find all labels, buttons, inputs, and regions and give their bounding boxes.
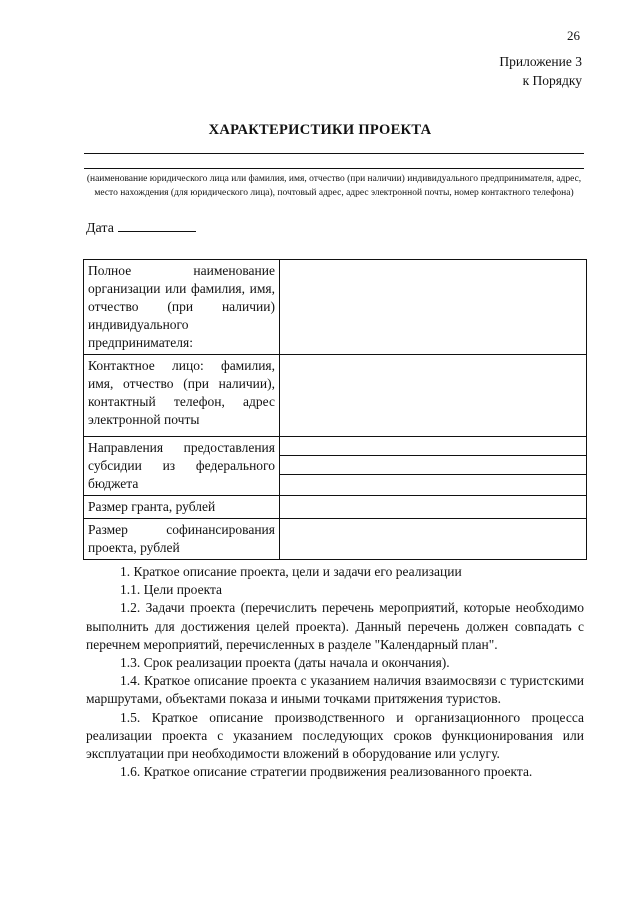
applicant-caption: (наименование юридического лица или фамилия, имя, отчество (при наличии) индивидуального предпринимателя, адрес, место нахождения (для юридического лица), почтовый адрес, адрес электронной почты, номер контактного телефона) [86, 174, 582, 198]
project-description-sections [86, 563, 584, 781]
section-1-5-process: 1.5. Краткое описание производственного и организационного процесса реализации проекта с указанием последующих сроков функционирования или эксплуатации при необходимости вложений в оборудование или услугу. [86, 709, 584, 762]
appendix-line-2: к Порядку [522, 73, 582, 88]
section-1-3-timeline: 1.3. Срок реализации проекта (даты начала и окончания). [120, 655, 450, 671]
project-properties-table [83, 259, 587, 560]
section-1-4-tourism-links: 1.4. Краткое описание проекта с указанием наличия взаимосвязи с туристскими маршрутами, объектами показа и иными точками притяжения туристов. [86, 673, 584, 707]
table-row [84, 260, 587, 355]
applicant-fill-line-1 [84, 153, 584, 154]
page-number: 26 [567, 28, 580, 43]
section-1-6-promotion: 1.6. Краткое описание стратегии продвижения реализованного проекта. [120, 764, 533, 780]
date-label: Дата [86, 221, 114, 236]
applicant-fill-line-2 [84, 168, 584, 169]
row-value-subsidy-directions [280, 437, 587, 496]
appendix-reference [499, 52, 582, 90]
section-1-2-tasks: 1.2. Задачи проекта (перечислить перечень мероприятий, которые необходимо выполнить для достижения целей проекта). Данный перечень должен совпадать с перечнем мероприятий, перечисленных в разделе "Календарный план". [86, 600, 584, 652]
table-row [84, 519, 587, 560]
row-value-applicant-name [280, 260, 587, 355]
section-1-heading: 1. Краткое описание проекта, цели и задачи его реализации [120, 564, 462, 579]
date-field [86, 218, 196, 237]
appendix-line-1: Приложение 3 [499, 54, 582, 69]
table-row [84, 437, 587, 496]
subsidy-direction-line-2 [280, 474, 586, 475]
row-value-cofinancing-size [280, 519, 587, 560]
section-1-1-goals: 1.1. Цели проекта [120, 582, 223, 598]
subsidy-direction-line-1 [280, 455, 586, 456]
document-title: ХАРАКТЕРИСТИКИ ПРОЕКТА [208, 122, 432, 138]
table-row [84, 355, 587, 437]
row-value-contact-person [280, 355, 587, 437]
date-blank [118, 218, 196, 232]
row-label-grant-size: Размер гранта, рублей [84, 496, 280, 519]
row-label-contact-person: Контактное лицо: фамилия, имя, отчество (при наличии), контактный телефон, адрес электронной почты [84, 355, 280, 437]
row-label-applicant-name: Полное наименование организации или фамилия, имя, отчество (при наличии) индивидуального предпринимателя: [84, 260, 280, 355]
row-value-grant-size [280, 496, 587, 519]
row-label-subsidy-directions: Направления предоставления субсидии из федерального бюджета [84, 437, 280, 496]
table-row [84, 496, 587, 519]
row-label-cofinancing-size: Размер софинансирования проекта, рублей [84, 519, 280, 560]
